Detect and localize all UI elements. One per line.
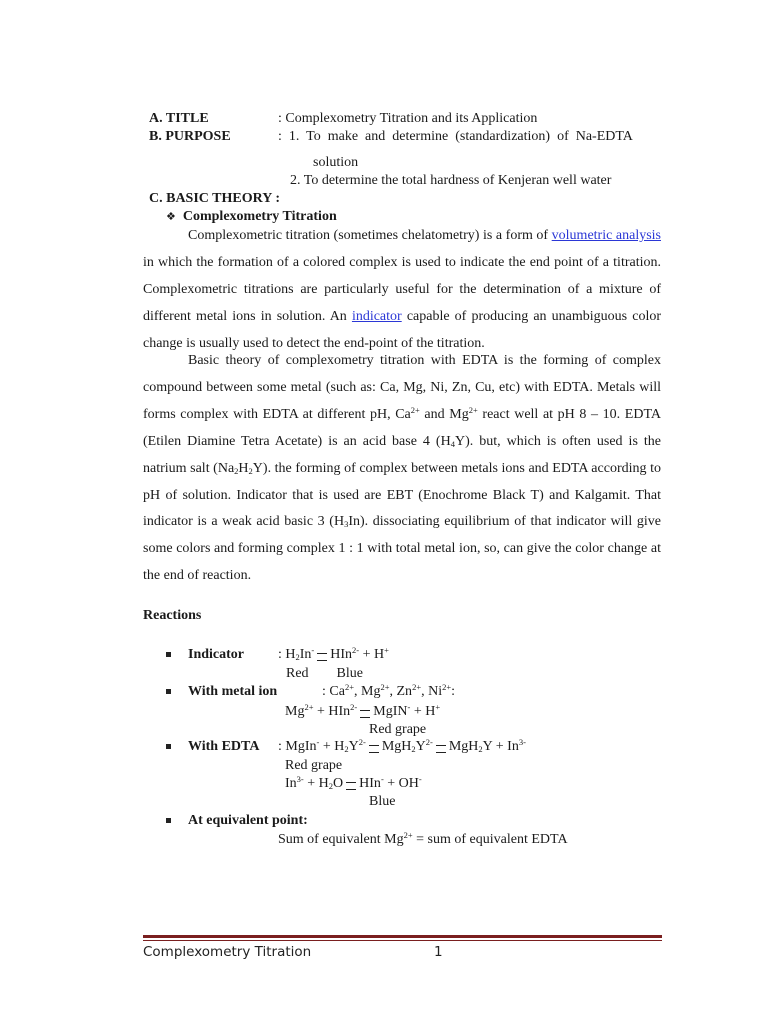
bullet-icon [166, 652, 171, 657]
footer-divider-thin [143, 940, 662, 941]
metal-ion-label: With metal ion [188, 684, 278, 699]
subheading: ❖ Complexometry Titration [166, 209, 337, 224]
footer-title: Complexometry Titration [143, 944, 312, 960]
equivalent-equation: Sum of equivalent $Mg^{2+}$ = sum of equivalent EDTA [278, 830, 568, 847]
bullet-icon [166, 818, 171, 823]
indicator-link[interactable]: indicator [351, 308, 402, 324]
edta-equation: : MgIn- + $H_2Y^{2-}$ $MgH_2Y^{2-}$ $MgH_2Y + In^{3-}$ [278, 737, 526, 754]
title-label: A. TITLE [149, 111, 209, 126]
volumetric-analysis-link[interactable]: volumetric analysis [551, 228, 661, 243]
paragraph-2: Basic theory of complexometry titration with EDTA is the forming of complex compound between some metal (such as: Ca, Mg, Ni, Zn, Cu, etc) with EDTA. Metals will forms complex with EDTA at different pH, $Ca^{2+}$ and $Mg^{2+}$ react well at pH 8 – 10. EDTA (Etilen Diamine Tetra Acetate) is an acid base 4 $(H_4Y)$. but, which is often used is the natrium salt $(Na_2H_2Y)$. the forming of complex between metals ions and EDTA according to pH of solution. Indicator that is used are EBT (Enochrome Black T) and Kalgamit. That indicator is a weak acid basic 3 $(H_3In)$. dissociating equilibrium of that indicator will give some colors and forming complex 1 : 1 with total metal ion, so, can give the color change at the end of reaction. [143, 353, 661, 584]
edta-label: With EDTA [188, 739, 260, 754]
title-value: : Complexometry Titration and its Application [278, 111, 538, 126]
indicator-label: Indicator [188, 647, 244, 662]
purpose-item-1-cont: solution [313, 155, 359, 170]
equilibrium-arrow-icon [436, 745, 446, 753]
page-number: 1 [434, 944, 443, 960]
metal-color: Red grape [369, 722, 427, 737]
edta-color-2: Blue [369, 794, 396, 809]
equilibrium-arrow-icon [346, 782, 356, 790]
purpose-item-1: : 1. To make and determine (standardization) of Na-EDTA [278, 129, 633, 144]
purpose-label: B. PURPOSE [149, 129, 231, 144]
bullet-icon [166, 744, 171, 749]
equilibrium-arrow-icon [360, 710, 370, 718]
indicator-colors: Red Blue [286, 666, 363, 681]
basic-theory-label: C. BASIC THEORY : [149, 191, 280, 206]
paragraph-1: Complexometric titration (sometimes chelatometry) is a form of volumetric analysis in which the formation of a colored complex is used to indicate the end point of a titration. Complexometric titrations are particularly useful for the determination of a mixture of different metal ions in solution. An indicator capable of producing an unambiguous color change is usually used to detect the end-point of the titration. [143, 228, 661, 351]
edta-color: Red grape [285, 758, 343, 773]
metal-ions: : $Ca^{2+}$, $Mg^{2+}$, $Zn^{2+}$, $Ni^{2+}$: [322, 682, 456, 699]
purpose-item-2: 2. To determine the total hardness of Kenjeran well water [290, 173, 612, 188]
edta-equation-2: $In^{3-} + H_2O$ HIn- + OH- [285, 774, 422, 791]
footer-divider [143, 935, 662, 938]
equilibrium-arrow-icon [317, 653, 327, 661]
bullet-icon [166, 689, 171, 694]
equilibrium-arrow-icon [369, 745, 379, 753]
equivalent-label: At equivalent point: [188, 813, 308, 828]
diamond-bullet-icon: ❖ [166, 210, 176, 223]
metal-equation: $Mg^{2+} + HIn^{2-}$ MgIN- + H+ [285, 702, 441, 719]
reactions-heading: Reactions [143, 608, 202, 623]
indicator-equation: : $H_2In^-$ HIn$^{2-}$ + H+ [278, 645, 389, 662]
